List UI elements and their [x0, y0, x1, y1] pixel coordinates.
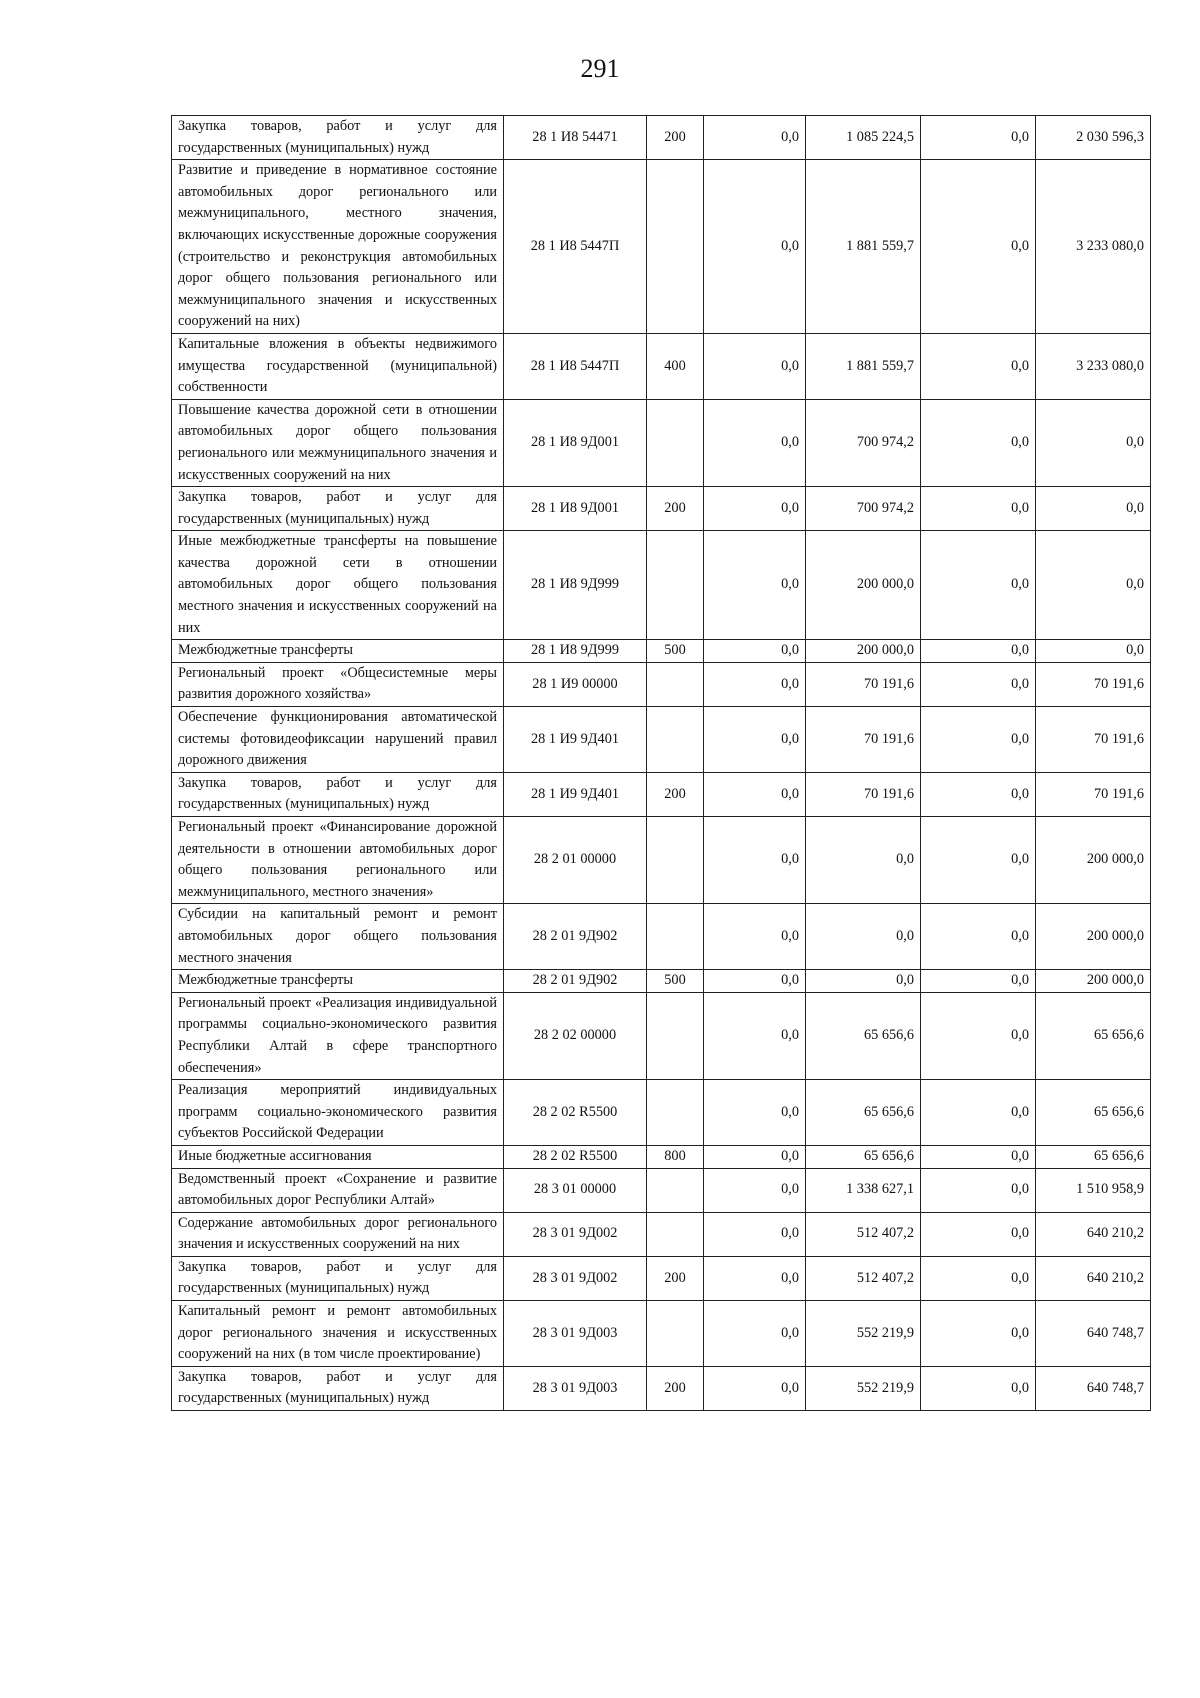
row-expense-type-cell: 200 — [647, 116, 704, 160]
row-expense-type-cell — [647, 904, 704, 970]
row-amount-1-cell: 0,0 — [704, 772, 806, 816]
row-name-cell: Субсидии на капитальный ремонт и ремонт автомобильных дорог общего пользования местного значения — [172, 904, 504, 970]
row-name-cell: Закупка товаров, работ и услуг для государственных (муниципальных) нужд — [172, 1366, 504, 1410]
row-amount-4-cell: 65 656,6 — [1036, 1145, 1151, 1168]
row-code-cell: 28 3 01 9Д002 — [504, 1212, 647, 1256]
row-code-cell: 28 3 01 9Д002 — [504, 1256, 647, 1300]
row-code-cell: 28 1 И8 5447П — [504, 333, 647, 399]
row-amount-2-cell: 70 191,6 — [806, 772, 921, 816]
row-name-cell: Закупка товаров, работ и услуг для государственных (муниципальных) нужд — [172, 116, 504, 160]
row-code-cell: 28 1 И9 00000 — [504, 662, 647, 706]
row-amount-1-cell: 0,0 — [704, 1366, 806, 1410]
table-row — [172, 1145, 1151, 1168]
row-amount-3-cell: 0,0 — [921, 487, 1036, 531]
row-code-cell: 28 2 01 00000 — [504, 817, 647, 904]
table-row — [172, 160, 1151, 334]
row-amount-4-cell: 3 233 080,0 — [1036, 333, 1151, 399]
row-expense-type-cell: 400 — [647, 333, 704, 399]
table-row — [172, 399, 1151, 486]
row-name-cell: Межбюджетные трансферты — [172, 970, 504, 993]
row-amount-3-cell: 0,0 — [921, 1080, 1036, 1146]
row-name-cell: Повышение качества дорожной сети в отношении автомобильных дорог общего пользования регионального или межмуниципального значения и искусственных сооружений на них — [172, 399, 504, 486]
row-amount-4-cell: 70 191,6 — [1036, 707, 1151, 773]
row-amount-2-cell: 200 000,0 — [806, 531, 921, 640]
row-code-cell: 28 1 И8 9Д999 — [504, 531, 647, 640]
row-amount-3-cell: 0,0 — [921, 160, 1036, 334]
row-amount-4-cell: 70 191,6 — [1036, 662, 1151, 706]
row-name-cell: Развитие и приведение в нормативное состояние автомобильных дорог регионального или межмуниципального, местного значения, включающих искусственные дорожные сооружения (строительство и реконструкция автомобильных дорог общего пользования регионального или межмуниципального значения и искусственных сооружений на них) — [172, 160, 504, 334]
row-amount-1-cell: 0,0 — [704, 1212, 806, 1256]
row-amount-1-cell: 0,0 — [704, 487, 806, 531]
row-amount-3-cell: 0,0 — [921, 1212, 1036, 1256]
row-amount-1-cell: 0,0 — [704, 1080, 806, 1146]
row-code-cell: 28 1 И8 5447П — [504, 160, 647, 334]
row-name-cell: Региональный проект «Общесистемные меры развития дорожного хозяйства» — [172, 662, 504, 706]
row-amount-2-cell: 1 338 627,1 — [806, 1168, 921, 1212]
row-amount-4-cell: 0,0 — [1036, 487, 1151, 531]
row-amount-1-cell: 0,0 — [704, 640, 806, 663]
table-row — [172, 662, 1151, 706]
row-amount-1-cell: 0,0 — [704, 707, 806, 773]
row-amount-3-cell: 0,0 — [921, 531, 1036, 640]
row-amount-1-cell: 0,0 — [704, 1256, 806, 1300]
table-row — [172, 772, 1151, 816]
row-code-cell: 28 1 И8 9Д001 — [504, 399, 647, 486]
row-expense-type-cell: 200 — [647, 487, 704, 531]
row-code-cell: 28 2 01 9Д902 — [504, 904, 647, 970]
row-expense-type-cell — [647, 1080, 704, 1146]
row-name-cell: Межбюджетные трансферты — [172, 640, 504, 663]
row-expense-type-cell — [647, 1301, 704, 1367]
row-code-cell: 28 1 И8 9Д001 — [504, 487, 647, 531]
row-code-cell: 28 2 01 9Д902 — [504, 970, 647, 993]
row-code-cell: 28 3 01 9Д003 — [504, 1366, 647, 1410]
row-amount-3-cell: 0,0 — [921, 1256, 1036, 1300]
row-amount-4-cell: 1 510 958,9 — [1036, 1168, 1151, 1212]
table-row — [172, 1256, 1151, 1300]
row-code-cell: 28 1 И8 54471 — [504, 116, 647, 160]
row-amount-3-cell: 0,0 — [921, 662, 1036, 706]
row-expense-type-cell: 500 — [647, 640, 704, 663]
row-name-cell: Капитальный ремонт и ремонт автомобильных дорог регионального значения и искусственных сооружений на них (в том числе проектирование) — [172, 1301, 504, 1367]
row-name-cell: Иные межбюджетные трансферты на повышение качества дорожной сети в отношении автомобильных дорог общего пользования местного значения и искусственных сооружений на них — [172, 531, 504, 640]
row-name-cell: Ведомственный проект «Сохранение и развитие автомобильных дорог Республики Алтай» — [172, 1168, 504, 1212]
row-name-cell: Иные бюджетные ассигнования — [172, 1145, 504, 1168]
row-amount-1-cell: 0,0 — [704, 817, 806, 904]
table-body — [172, 116, 1151, 1411]
row-code-cell: 28 1 И9 9Д401 — [504, 772, 647, 816]
row-expense-type-cell — [647, 399, 704, 486]
row-amount-2-cell: 65 656,6 — [806, 992, 921, 1079]
row-amount-4-cell: 2 030 596,3 — [1036, 116, 1151, 160]
row-amount-2-cell: 700 974,2 — [806, 487, 921, 531]
row-code-cell: 28 1 И8 9Д999 — [504, 640, 647, 663]
row-name-cell: Закупка товаров, работ и услуг для государственных (муниципальных) нужд — [172, 1256, 504, 1300]
row-expense-type-cell: 200 — [647, 1366, 704, 1410]
row-amount-1-cell: 0,0 — [704, 116, 806, 160]
table-row — [172, 817, 1151, 904]
row-name-cell: Капитальные вложения в объекты недвижимого имущества государственной (муниципальной) собственности — [172, 333, 504, 399]
table-row — [172, 1168, 1151, 1212]
row-expense-type-cell — [647, 992, 704, 1079]
table-row — [172, 992, 1151, 1079]
row-amount-2-cell: 0,0 — [806, 817, 921, 904]
row-expense-type-cell — [647, 160, 704, 334]
row-amount-4-cell: 0,0 — [1036, 531, 1151, 640]
row-amount-4-cell: 65 656,6 — [1036, 1080, 1151, 1146]
row-amount-1-cell: 0,0 — [704, 1145, 806, 1168]
table-row — [172, 1366, 1151, 1410]
row-amount-3-cell: 0,0 — [921, 1168, 1036, 1212]
row-expense-type-cell — [647, 1212, 704, 1256]
row-amount-1-cell: 0,0 — [704, 1301, 806, 1367]
row-amount-2-cell: 552 219,9 — [806, 1366, 921, 1410]
row-expense-type-cell: 800 — [647, 1145, 704, 1168]
row-code-cell: 28 3 01 9Д003 — [504, 1301, 647, 1367]
row-amount-1-cell: 0,0 — [704, 662, 806, 706]
row-amount-4-cell: 65 656,6 — [1036, 992, 1151, 1079]
row-amount-2-cell: 552 219,9 — [806, 1301, 921, 1367]
row-code-cell: 28 2 02 R5500 — [504, 1080, 647, 1146]
row-amount-3-cell: 0,0 — [921, 1301, 1036, 1367]
row-expense-type-cell — [647, 662, 704, 706]
row-amount-2-cell: 1 881 559,7 — [806, 160, 921, 334]
row-amount-2-cell: 200 000,0 — [806, 640, 921, 663]
budget-table — [171, 115, 1151, 1411]
row-amount-2-cell: 0,0 — [806, 904, 921, 970]
row-amount-1-cell: 0,0 — [704, 992, 806, 1079]
row-amount-2-cell: 1 881 559,7 — [806, 333, 921, 399]
row-code-cell: 28 2 02 00000 — [504, 992, 647, 1079]
row-amount-2-cell: 65 656,6 — [806, 1080, 921, 1146]
row-expense-type-cell — [647, 531, 704, 640]
row-expense-type-cell — [647, 1168, 704, 1212]
row-expense-type-cell: 200 — [647, 1256, 704, 1300]
row-amount-4-cell: 640 210,2 — [1036, 1256, 1151, 1300]
row-amount-1-cell: 0,0 — [704, 399, 806, 486]
row-amount-4-cell: 200 000,0 — [1036, 817, 1151, 904]
table-row — [172, 707, 1151, 773]
row-amount-4-cell: 640 748,7 — [1036, 1301, 1151, 1367]
row-amount-2-cell: 70 191,6 — [806, 662, 921, 706]
row-amount-3-cell: 0,0 — [921, 1145, 1036, 1168]
row-expense-type-cell — [647, 707, 704, 773]
table-row — [172, 904, 1151, 970]
row-name-cell: Обеспечение функционирования автоматической системы фотовидеофиксации нарушений правил дорожного движения — [172, 707, 504, 773]
row-amount-4-cell: 0,0 — [1036, 640, 1151, 663]
row-code-cell: 28 1 И9 9Д401 — [504, 707, 647, 773]
table-row — [172, 1212, 1151, 1256]
row-amount-3-cell: 0,0 — [921, 772, 1036, 816]
row-expense-type-cell — [647, 817, 704, 904]
row-name-cell: Закупка товаров, работ и услуг для государственных (муниципальных) нужд — [172, 487, 504, 531]
row-name-cell: Реализация мероприятий индивидуальных программ социально-экономического развития субъектов Российской Федерации — [172, 1080, 504, 1146]
row-amount-3-cell: 0,0 — [921, 992, 1036, 1079]
table-row — [172, 640, 1151, 663]
table-row — [172, 1080, 1151, 1146]
row-code-cell: 28 2 02 R5500 — [504, 1145, 647, 1168]
row-amount-3-cell: 0,0 — [921, 333, 1036, 399]
row-amount-2-cell: 700 974,2 — [806, 399, 921, 486]
row-amount-1-cell: 0,0 — [704, 1168, 806, 1212]
row-amount-2-cell: 1 085 224,5 — [806, 116, 921, 160]
row-amount-4-cell: 640 210,2 — [1036, 1212, 1151, 1256]
row-amount-3-cell: 0,0 — [921, 970, 1036, 993]
row-amount-4-cell: 0,0 — [1036, 399, 1151, 486]
row-amount-1-cell: 0,0 — [704, 531, 806, 640]
row-amount-4-cell: 200 000,0 — [1036, 904, 1151, 970]
row-name-cell: Содержание автомобильных дорог регионального значения и искусственных сооружений на них — [172, 1212, 504, 1256]
table-row — [172, 1301, 1151, 1367]
row-expense-type-cell: 500 — [647, 970, 704, 993]
row-amount-4-cell: 70 191,6 — [1036, 772, 1151, 816]
row-amount-3-cell: 0,0 — [921, 904, 1036, 970]
row-amount-2-cell: 512 407,2 — [806, 1256, 921, 1300]
table-row — [172, 116, 1151, 160]
row-amount-3-cell: 0,0 — [921, 817, 1036, 904]
table-row — [172, 531, 1151, 640]
row-code-cell: 28 3 01 00000 — [504, 1168, 647, 1212]
row-amount-3-cell: 0,0 — [921, 640, 1036, 663]
table-row — [172, 487, 1151, 531]
row-amount-3-cell: 0,0 — [921, 116, 1036, 160]
row-amount-4-cell: 200 000,0 — [1036, 970, 1151, 993]
row-name-cell: Закупка товаров, работ и услуг для государственных (муниципальных) нужд — [172, 772, 504, 816]
row-amount-3-cell: 0,0 — [921, 707, 1036, 773]
row-amount-2-cell: 512 407,2 — [806, 1212, 921, 1256]
row-name-cell: Региональный проект «Реализация индивидуальной программы социально-экономического развития Республики Алтай в сфере транспортного обеспечения» — [172, 992, 504, 1079]
row-amount-2-cell: 70 191,6 — [806, 707, 921, 773]
row-amount-4-cell: 640 748,7 — [1036, 1366, 1151, 1410]
row-amount-1-cell: 0,0 — [704, 904, 806, 970]
table-row — [172, 333, 1151, 399]
row-amount-3-cell: 0,0 — [921, 399, 1036, 486]
row-amount-2-cell: 0,0 — [806, 970, 921, 993]
table-row — [172, 970, 1151, 993]
row-amount-1-cell: 0,0 — [704, 970, 806, 993]
page-number: 291 — [580, 54, 620, 83]
row-amount-3-cell: 0,0 — [921, 1366, 1036, 1410]
row-amount-2-cell: 65 656,6 — [806, 1145, 921, 1168]
row-amount-4-cell: 3 233 080,0 — [1036, 160, 1151, 334]
row-amount-1-cell: 0,0 — [704, 160, 806, 334]
row-expense-type-cell: 200 — [647, 772, 704, 816]
row-name-cell: Региональный проект «Финансирование дорожной деятельности в отношении автомобильных дорог общего пользования регионального или межмуниципального, местного значения» — [172, 817, 504, 904]
row-amount-1-cell: 0,0 — [704, 333, 806, 399]
